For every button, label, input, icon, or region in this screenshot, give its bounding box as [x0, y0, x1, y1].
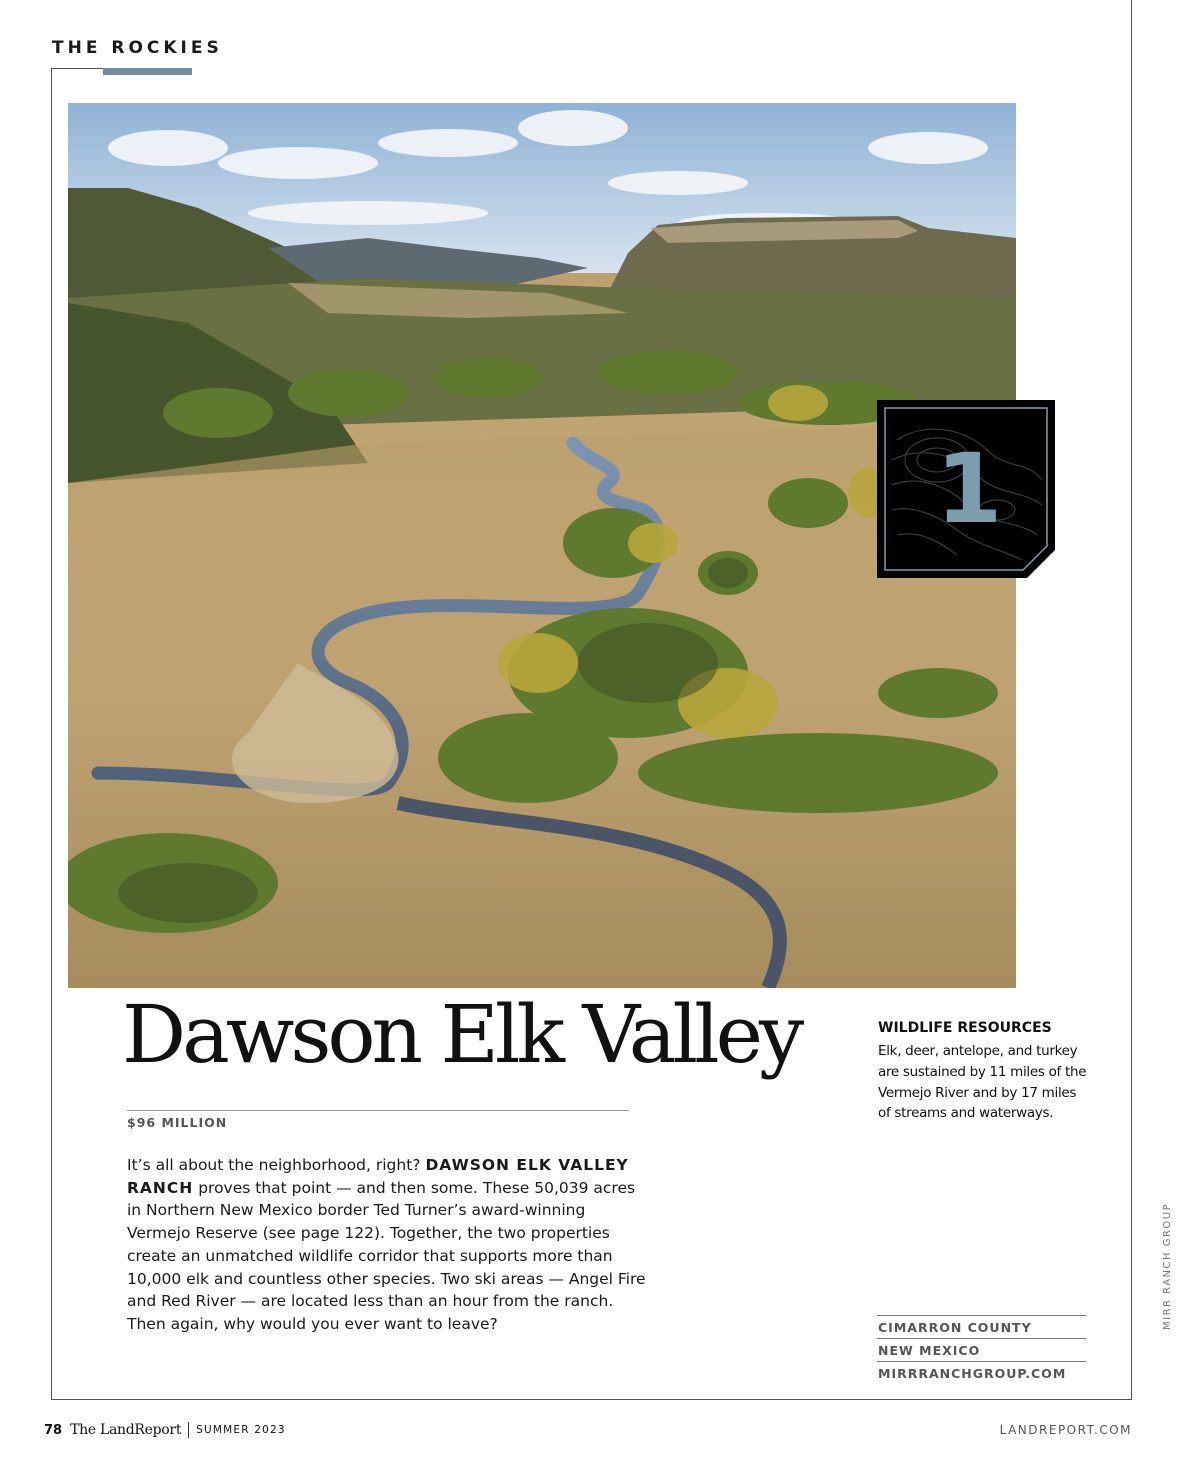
listing-price: $96 MILLION — [127, 1115, 228, 1130]
footer-divider — [188, 1422, 189, 1438]
listing-title: Dawson Elk Valley — [122, 988, 801, 1081]
state-label: NEW MEXICO — [877, 1338, 1086, 1361]
website-link[interactable]: MIRRRANCHGROUP.COM — [877, 1361, 1086, 1384]
description-intro: It’s all about the neighborhood, right? — [127, 1156, 426, 1174]
magazine-name: The LandReport — [70, 1422, 182, 1438]
title-divider — [127, 1110, 629, 1111]
section-label: THE ROCKIES — [52, 38, 223, 58]
footer-site[interactable]: LANDREPORT.COM — [999, 1423, 1132, 1437]
frame-line-left — [51, 68, 52, 1400]
rank-number: 1 — [935, 433, 1003, 545]
photo-credit: MIRR RANCH GROUP — [1162, 1202, 1173, 1330]
page-number: 78 — [44, 1422, 63, 1438]
description-ranch-name: DAWSON ELK VALLEY RANCH — [127, 1156, 629, 1197]
county-label: CIMARRON COUNTY — [877, 1315, 1086, 1338]
description-body: proves that point — and then some. These 50,039 acres in Northern New Mexico border Ted Turner’s award-winning Vermejo Reserve (see page 122). Together, the two properties create an unmatched wildlife corridor that supports more than 10,000 elk and countless other species. Two ski areas — Angel Fire and Red River — are located less than an hour from the ranch. Then again, why would you ever want to leave? — [127, 1178, 646, 1333]
sidebar-text: Elk, deer, antelope, and turkey are sustained by 11 miles of the Vermejo River and by 17 miles of streams and waterways. — [878, 1043, 1087, 1122]
issue-label: SUMMER 2023 — [196, 1424, 286, 1436]
section-accent-bar — [103, 68, 192, 75]
rank-badge — [877, 400, 1055, 578]
frame-line-top — [51, 68, 103, 69]
frame-line-bottom — [51, 1399, 1132, 1400]
listing-description — [127, 1154, 647, 1336]
sidebar-heading: WILDLIFE RESOURCES — [878, 1020, 1052, 1036]
ranch-aerial-photo — [68, 103, 1016, 988]
location-info — [877, 1315, 1086, 1384]
frame-line-right — [1131, 0, 1132, 1400]
footer-left — [44, 1422, 286, 1438]
